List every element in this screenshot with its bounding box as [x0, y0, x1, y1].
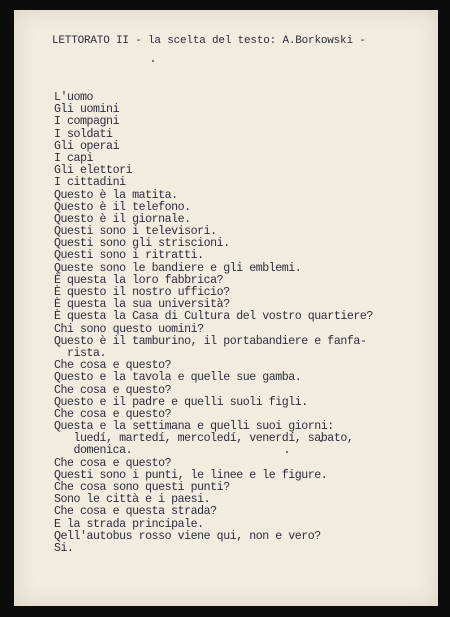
text-line: Si. [54, 541, 74, 555]
text-line: Questi sono gli striscioni. [54, 237, 230, 251]
text-line: È questo il nostro ufficio? [54, 286, 230, 299]
text-line: Gli operai [54, 139, 120, 153]
text-line: Questo è il telefono. [54, 200, 191, 214]
text-line: Questo e il padre e quelli suoli figli. [54, 395, 308, 409]
text-line: È questa la loro fabbrica? [54, 273, 224, 287]
text-line: È questa la Casa di Cultura del vostro quartiere? [54, 310, 373, 324]
text-line: Gli uomini [54, 103, 120, 117]
text-line: Questo è la matita. [54, 188, 178, 202]
text-line: Che cosa sono questi punti? [54, 481, 230, 494]
page-header: LETTORATO II - la scelta del testo: A.Borkowski - [52, 35, 366, 47]
text-line: Gli elettori [54, 164, 133, 178]
text-line: domenica. [54, 444, 133, 458]
text-line: I capi [54, 151, 94, 165]
text-line: Che cosa e questo? [54, 456, 172, 470]
text-line: luedí, martedí, mercoledí, venerdí, sabato, [54, 432, 354, 446]
text-line: Sono le città e i paesi. [54, 493, 211, 507]
text-line: Questo è il tamburino, il portabandiere e fanfa- [54, 334, 367, 348]
text-line: I compagni [54, 115, 120, 129]
text-line: Qell'autobus rosso viene qui, non e vero? [54, 529, 321, 543]
text-line: Questi sono i ritratti. [54, 249, 204, 263]
text-line: I cittadini [54, 176, 126, 190]
text-line: Questi sono i televisori. [54, 225, 217, 239]
ink-speck [152, 60, 154, 62]
text-line: Queste sono le bandiere e gli emblemi. [54, 261, 302, 275]
text-line: Questi sono i punti, le linee e le figure. [54, 468, 328, 482]
text-line: Questo e la tavola e quelle sue gamba. [54, 371, 302, 385]
typewritten-page [14, 10, 438, 606]
text-line: Che cosa e questo? [54, 383, 172, 397]
text-body [54, 92, 373, 555]
text-line: rista. [54, 346, 107, 360]
text-line: Questo è il giornale. [54, 212, 191, 226]
text-line: L'uomo [54, 91, 94, 104]
text-line: Che cosa e questa strada? [54, 505, 217, 519]
text-line: È questa la sua università? [54, 298, 230, 312]
text-line: Questa e la settimana e quelli suoi giorni: [54, 420, 334, 434]
text-line: Che cosa e questo? [54, 407, 172, 421]
text-line: I soldati [54, 127, 113, 141]
text-line: Chi sono questo uomini? [54, 322, 204, 336]
text-line: Che cosa e questo? [54, 359, 172, 373]
text-line: E la strada principale. [54, 517, 204, 531]
